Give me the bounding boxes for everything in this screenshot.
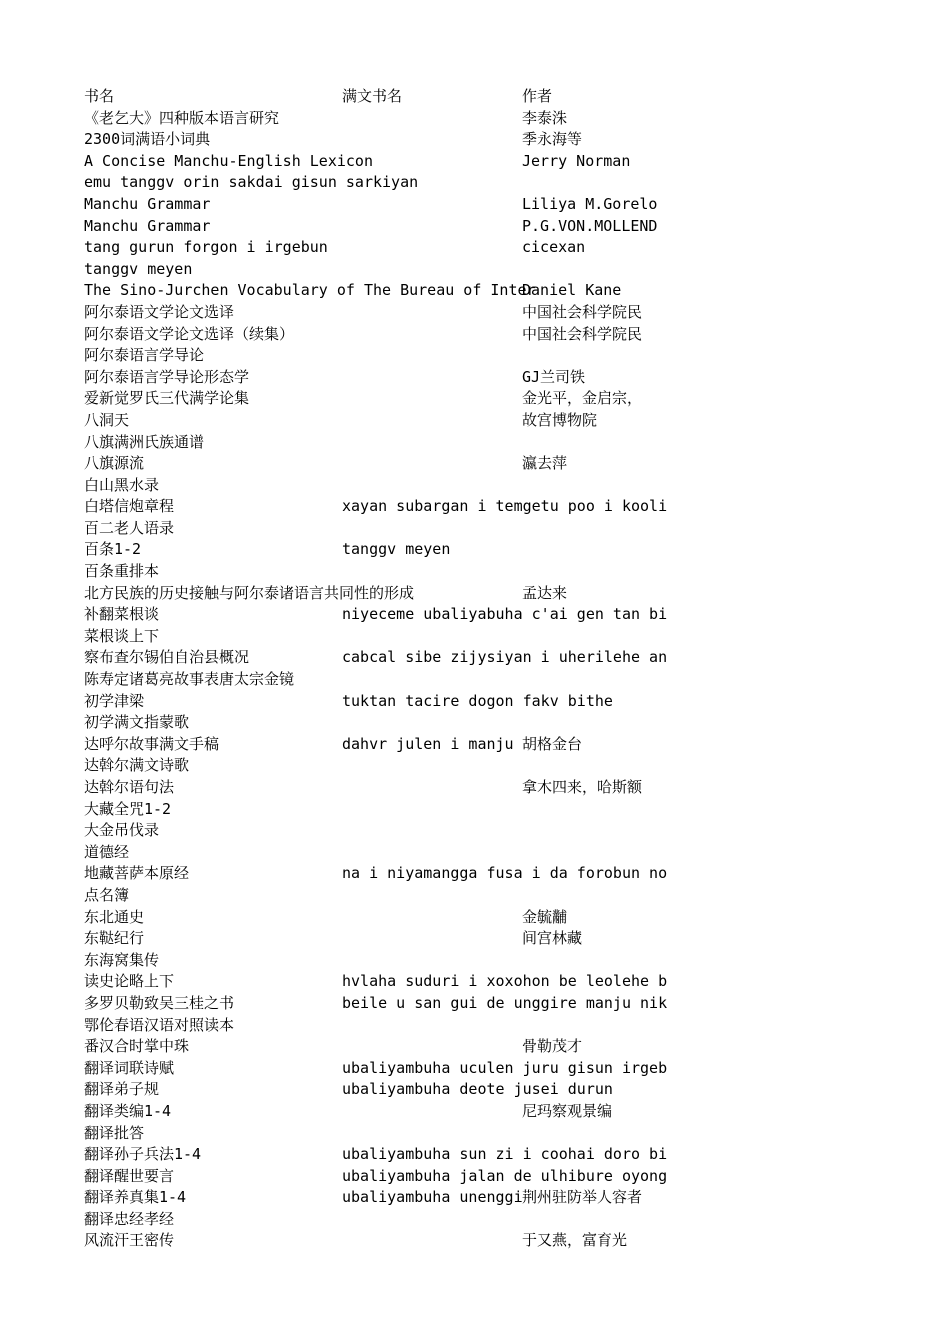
author-cell: Jerry Norman — [522, 151, 631, 170]
table-row — [84, 1144, 668, 1166]
table-row — [84, 1123, 658, 1145]
table-row — [84, 799, 658, 821]
author-cell: Daniel Kane — [522, 281, 622, 300]
book-title-cell: 初学满文指蒙歌 — [84, 713, 190, 732]
book-title-cell: tanggv meyen — [84, 259, 193, 278]
table-row — [84, 1187, 658, 1209]
table-row — [84, 237, 658, 259]
manchu-title-cell: tanggv meyen — [342, 540, 451, 559]
book-title-cell: 东鞑纪行 — [84, 929, 145, 948]
table-row — [84, 172, 658, 194]
manchu-title-cell: ubaliyambuha deote jusei durun — [342, 1080, 613, 1099]
book-title-cell: 达斡尔语句法 — [84, 778, 175, 796]
table-row — [84, 755, 658, 777]
author-cell: 尼玛察观景编 — [522, 1101, 613, 1120]
table-row — [84, 1015, 658, 1037]
book-title-cell: 东海窝集传 — [84, 950, 160, 969]
book-title-cell: 鄂伦春语汉语对照读本 — [84, 1015, 235, 1034]
manchu-title-cell: beile u san gui de unggire manju nik — [342, 993, 668, 1012]
table-row — [84, 432, 658, 454]
table-row — [84, 324, 658, 346]
table-row — [84, 583, 658, 605]
book-title-cell: 翻译醒世要言 — [84, 1166, 175, 1185]
table-row — [84, 1058, 668, 1080]
table-row — [84, 820, 658, 842]
book-title-cell: 爱新觉罗氏三代满学论集 — [84, 389, 250, 408]
table-row — [84, 453, 658, 475]
book-title-cell: 达斡尔满文诗歌 — [84, 756, 190, 775]
table-row — [84, 647, 668, 669]
book-title-cell: 大藏全咒1-2 — [84, 799, 172, 818]
book-title-cell: 读史论略上下 — [84, 972, 175, 991]
author-cell: 李泰洙 — [522, 108, 568, 127]
book-title-cell: A Concise Manchu-English Lexicon — [84, 151, 373, 170]
book-title-cell: 八洞天 — [84, 410, 130, 429]
book-title-cell: 翻译孙子兵法1-4 — [84, 1145, 202, 1164]
book-rows — [84, 108, 668, 1252]
book-title-cell: Manchu Grammar — [84, 194, 211, 213]
book-title-cell: 白山黑水录 — [84, 475, 160, 494]
book-list-sheet — [84, 86, 668, 1252]
book-title-cell: emu tanggv orin sakdai gisun sarkiyan — [84, 173, 419, 192]
book-title-cell: 东北通史 — [84, 907, 145, 926]
manchu-title-cell: ubaliyambuha jalan de ulhibure oyong — [342, 1166, 668, 1185]
book-title-cell: 翻译养真集1-4 — [84, 1188, 187, 1207]
table-row — [84, 259, 658, 281]
book-title-cell: 翻译类编1-4 — [84, 1101, 172, 1120]
manchu-title-cell: niyeceme ubaliyabuha c'ai gen tan bi — [342, 605, 668, 624]
book-title-cell: 初学津梁 — [84, 691, 145, 710]
header-title: 书名 — [84, 87, 115, 105]
table-row — [84, 302, 658, 324]
book-title-cell: 察布查尔锡伯自治县概况 — [84, 648, 250, 667]
table-row — [84, 626, 658, 648]
book-title-cell: 陈寿定诸葛亮故事表唐太宗金镜 — [84, 670, 295, 689]
author-cell: 间宫林藏 — [522, 929, 583, 948]
author-cell: 故宫博物院 — [522, 410, 598, 429]
author-cell: 瀛去萍 — [522, 454, 568, 473]
author-cell: 中国社会科学院民 — [522, 302, 643, 321]
book-title-cell: 阿尔泰语文学论文选译 — [84, 302, 235, 321]
manchu-title-cell: tuktan tacire dogon fakv bithe — [342, 691, 613, 710]
book-title-cell: tang gurun forgon i irgebun — [84, 238, 328, 257]
table-row — [84, 518, 658, 540]
book-title-cell: 地藏菩萨本原经 — [84, 864, 190, 883]
author-cell: 孟达来 — [522, 583, 568, 602]
table-row — [84, 928, 658, 950]
author-cell: 金光平，金启宗， — [522, 389, 643, 408]
book-title-cell: 阿尔泰语文学论文选译（续集） — [84, 324, 295, 343]
table-row — [84, 1079, 658, 1101]
table-row — [84, 712, 658, 734]
book-title-cell: 多罗贝勒致吴三桂之书 — [84, 993, 235, 1012]
header-manchu-title: 满文书名 — [342, 87, 403, 105]
author-cell: P.G.VON.MOLLEND — [522, 216, 658, 235]
manchu-title-cell: na i niyamangga fusa i da forobun no — [342, 864, 668, 883]
author-cell: 拿木四来，哈斯额 — [522, 778, 643, 796]
table-row — [84, 950, 658, 972]
table-row — [84, 777, 658, 799]
manchu-title-cell: ubaliyambuha sun zi i coohai doro bi — [342, 1145, 668, 1164]
book-title-cell: Manchu Grammar — [84, 216, 211, 235]
book-title-cell: 八旗满洲氏族通谱 — [84, 432, 205, 451]
table-row — [84, 842, 658, 864]
book-title-cell: 菜根谈上下 — [84, 626, 160, 645]
table-row — [84, 885, 658, 907]
manchu-title-cell: cabcal sibe zijysiyan i uherilehe an — [342, 648, 668, 667]
table-row — [84, 1230, 658, 1252]
book-title-cell: 翻译忠经孝经 — [84, 1209, 175, 1228]
manchu-title-cell: xayan subargan i temgetu poo i kooli — [342, 497, 668, 516]
book-title-cell: 道德经 — [84, 842, 130, 861]
header-row — [84, 86, 658, 108]
book-title-cell: 阿尔泰语言学导论 — [84, 346, 205, 365]
table-row — [84, 367, 658, 389]
table-row — [84, 604, 668, 626]
book-title-cell: 白塔信炮章程 — [84, 497, 175, 516]
table-row — [84, 691, 658, 713]
table-row — [84, 1036, 658, 1058]
table-row — [84, 496, 668, 518]
author-cell: Liliya M.Gorelo — [522, 194, 658, 213]
book-title-cell: 2300词满语小词典 — [84, 130, 211, 149]
author-cell: 荆州驻防举人容者 — [522, 1188, 643, 1207]
table-row — [84, 734, 658, 756]
book-title-cell: 大金吊伐录 — [84, 821, 160, 840]
table-row — [84, 1166, 668, 1188]
table-row — [84, 561, 658, 583]
author-cell: 中国社会科学院民 — [522, 324, 643, 343]
book-title-cell: 百条1-2 — [84, 540, 142, 559]
author-cell: 骨勒茂才 — [522, 1037, 583, 1056]
table-row — [84, 410, 658, 432]
book-title-cell: 番汉合时掌中珠 — [84, 1037, 190, 1056]
book-title-cell: 百二老人语录 — [84, 518, 175, 537]
manchu-title-cell: ubaliyambuha unenggi — [342, 1188, 523, 1207]
table-row — [84, 129, 658, 151]
manchu-title-cell: ubaliyambuha uculen juru gisun irgeb — [342, 1058, 668, 1077]
table-row — [84, 108, 658, 130]
book-title-cell: 补翻菜根谈 — [84, 605, 160, 624]
book-title-cell: 《老乞大》四种版本语言研究 — [84, 108, 280, 127]
table-row — [84, 475, 658, 497]
book-title-cell: 阿尔泰语言学导论形态学 — [84, 367, 250, 386]
table-row — [84, 539, 658, 561]
table-row — [84, 971, 668, 993]
book-title-cell: 风流汗王密传 — [84, 1231, 175, 1250]
table-row — [84, 993, 668, 1015]
author-cell: 季永海等 — [522, 130, 583, 149]
table-row — [84, 1209, 658, 1231]
table-row — [84, 216, 658, 238]
table-row — [84, 151, 658, 173]
author-cell: GJ兰司铁 — [522, 367, 586, 386]
book-title-cell: 翻译批答 — [84, 1123, 145, 1142]
table-row — [84, 1101, 658, 1123]
header-author: 作者 — [522, 87, 553, 105]
table-row — [84, 194, 658, 216]
table-row — [84, 345, 658, 367]
book-title-cell: The Sino-Jurchen Vocabulary of The Bureau of Inter — [84, 281, 536, 300]
book-title-cell: 八旗源流 — [84, 454, 145, 473]
book-title-cell: 点名簿 — [84, 885, 130, 904]
table-row — [84, 669, 658, 691]
table-row — [84, 388, 658, 410]
book-title-cell: 百条重排本 — [84, 562, 160, 581]
author-cell: 金毓黼 — [522, 907, 568, 926]
book-title-cell: 北方民族的历史接触与阿尔泰诸语言共同性的形成 — [84, 583, 415, 602]
author-cell: 胡格金台 — [522, 734, 583, 753]
manchu-title-cell: dahvr julen i manju — [342, 734, 514, 753]
book-title-cell: 达呼尔故事满文手稿 — [84, 734, 220, 753]
book-title-cell: 翻译弟子规 — [84, 1080, 160, 1099]
author-cell: cicexan — [522, 238, 586, 257]
author-cell: 于又燕，富育光 — [522, 1231, 628, 1250]
book-title-cell: 翻译词联诗赋 — [84, 1058, 175, 1077]
table-row — [84, 907, 658, 929]
manchu-title-cell: hvlaha suduri i xoxohon be leolehe b — [342, 972, 668, 991]
table-row — [84, 863, 668, 885]
table-row — [84, 280, 658, 302]
